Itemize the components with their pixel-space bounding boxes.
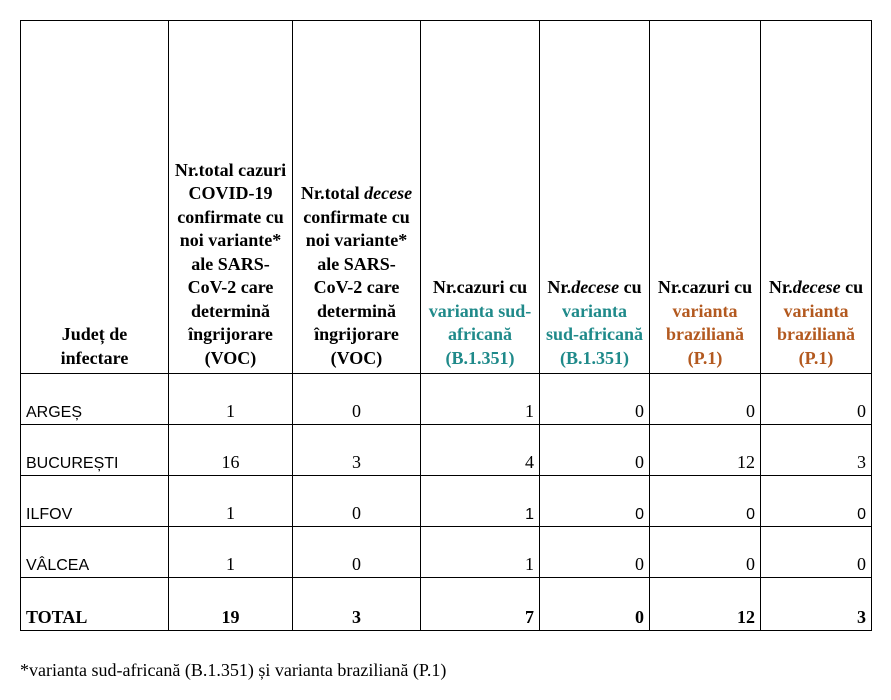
table-row: [21, 527, 872, 578]
header-br-cases: [650, 21, 761, 374]
total-cases-cell: 1: [169, 374, 293, 425]
sa-cases-cell: 1: [421, 374, 540, 425]
header-total-deaths: [293, 21, 421, 374]
total-cases-cell: 1: [169, 476, 293, 527]
county-name: VÂLCEA: [21, 527, 169, 578]
br-deaths-cell: 0: [761, 476, 872, 527]
county-name: ILFOV: [21, 476, 169, 527]
header-sa-deaths-d: varianta sud-africană (B.1.351): [545, 300, 643, 368]
total-cases-sum: 19: [169, 578, 293, 631]
br-deaths-sum: 3: [761, 578, 872, 631]
total-deaths-cell: 0: [293, 374, 421, 425]
header-sa-cases-b: varianta sud-africană (B.1.351): [428, 300, 532, 368]
sa-deaths-sum: 0: [540, 578, 650, 631]
total-cases-cell: 1: [169, 527, 293, 578]
table-row: [21, 476, 872, 527]
br-cases-cell: 0: [650, 476, 761, 527]
br-cases-sum: 12: [650, 578, 761, 631]
header-br-deaths-a: Nr.: [768, 277, 793, 297]
header-br-deaths-b: decese: [792, 277, 841, 297]
sa-cases-cell: 1: [421, 476, 540, 527]
footnote: *varianta sud-africană (B.1.351) și varianta braziliană (P.1): [20, 660, 447, 680]
header-total-cases: Nr.total cazuri COVID-19 confirmate cu noi variante* ale SARS-CoV-2 care determină îngrijorare (VOC): [169, 21, 293, 374]
header-sa-deaths-a: Nr.: [547, 277, 572, 297]
header-sa-deaths: [540, 21, 650, 374]
sa-cases-sum: 7: [421, 578, 540, 631]
br-deaths-cell: 0: [761, 527, 872, 578]
header-sa-deaths-c: cu: [623, 277, 642, 297]
header-total-deaths-a: Nr.total: [300, 183, 360, 203]
sa-cases-cell: 1: [421, 527, 540, 578]
sa-deaths-cell: 0: [540, 374, 650, 425]
table-row: [21, 425, 872, 476]
header-total-deaths-b: decese: [364, 183, 413, 203]
br-cases-cell: 0: [650, 527, 761, 578]
total-deaths-sum: 3: [293, 578, 421, 631]
sa-deaths-cell: 0: [540, 425, 650, 476]
header-total-deaths-c: confirmate cu noi variante* ale SARS-CoV-2 care determină îngrijorare (VOC): [303, 206, 410, 368]
county-name: BUCUREȘTI: [21, 425, 169, 476]
total-row: [21, 578, 872, 631]
header-row: [21, 21, 872, 374]
county-name: ARGEȘ: [21, 374, 169, 425]
sa-deaths-cell: 0: [540, 476, 650, 527]
header-br-deaths: [761, 21, 872, 374]
header-br-cases-a: Nr.cazuri cu: [657, 277, 753, 297]
total-deaths-cell: 0: [293, 476, 421, 527]
br-deaths-cell: 3: [761, 425, 872, 476]
table-row: [21, 374, 872, 425]
br-cases-cell: 0: [650, 374, 761, 425]
header-sa-cases-a: Nr.cazuri cu: [432, 277, 528, 297]
header-judet: Județ de infectare: [21, 21, 169, 374]
header-br-cases-b: varianta braziliană (P.1): [665, 300, 744, 368]
total-cases-cell: 16: [169, 425, 293, 476]
voc-table: [20, 20, 872, 631]
header-sa-cases: [421, 21, 540, 374]
br-cases-cell: 12: [650, 425, 761, 476]
total-label: TOTAL: [21, 578, 169, 631]
header-sa-deaths-b: decese: [571, 277, 620, 297]
header-br-deaths-c: cu: [845, 277, 864, 297]
sa-deaths-cell: 0: [540, 527, 650, 578]
header-br-deaths-d: varianta braziliană (P.1): [776, 300, 855, 368]
total-deaths-cell: 3: [293, 425, 421, 476]
br-deaths-cell: 0: [761, 374, 872, 425]
sa-cases-cell: 4: [421, 425, 540, 476]
total-deaths-cell: 0: [293, 527, 421, 578]
